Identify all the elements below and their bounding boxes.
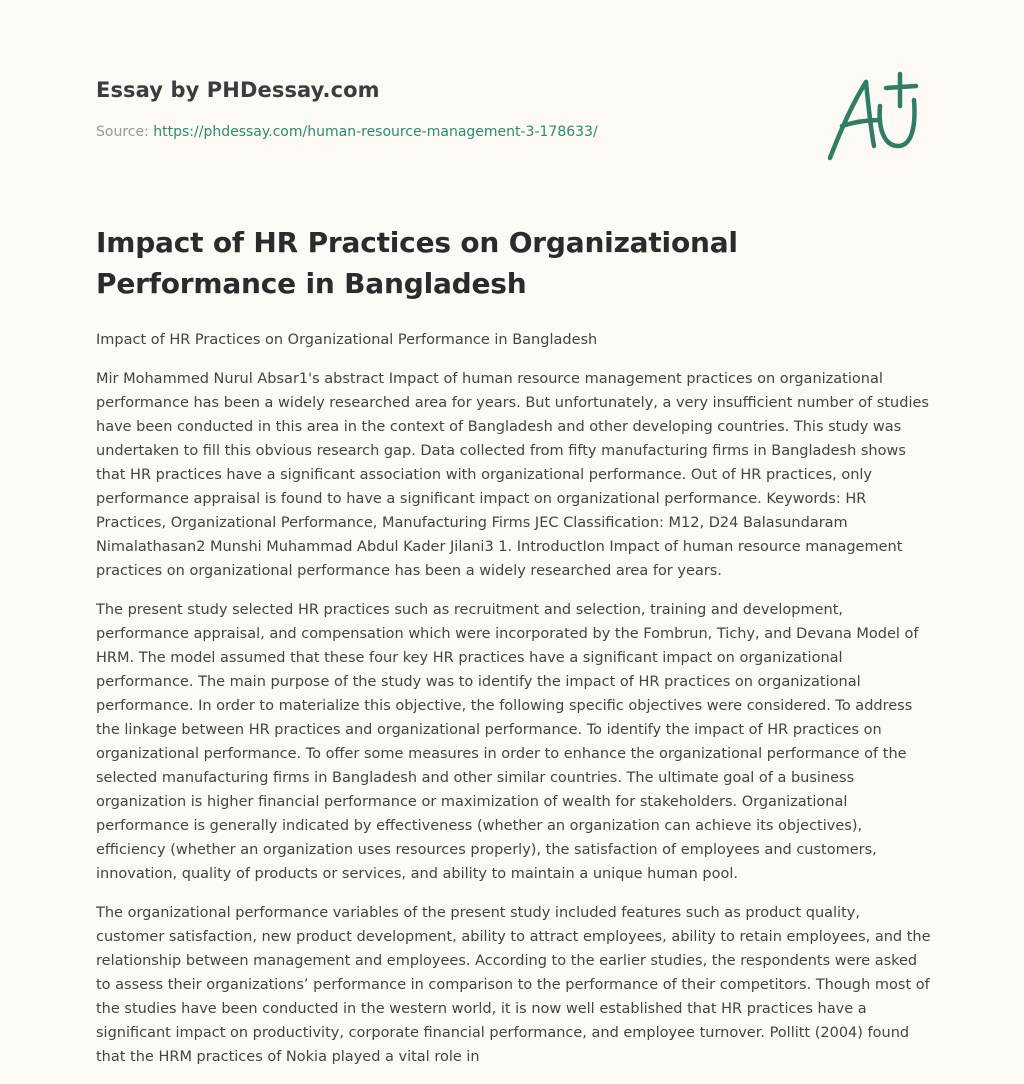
source-label: Source: xyxy=(96,124,154,140)
source-line xyxy=(96,122,796,142)
source-link[interactable]: https://phdessay.com/human-resource-management-3-178633/ xyxy=(153,124,598,140)
article-title: Impact of HR Practices on Organizational Performance in Bangladesh xyxy=(96,226,738,300)
paragraph-variables: The organizational performance variables of the present study included features such as product quality, customer satisfaction, new product development, ability to attract employees, ability to retain employees, and the relationship between management and employees. According to the earlier studies, the respondents were asked to assess their organizations’ performance in comparison to the performance of their competitors. Though most of the studies have been conducted in the western world, it is now well established that HR practices have a significant impact on productivity, corporate financial performance, and employee turnover. Pollitt (2004) found that the HRM practices of Nokia played a vital role in xyxy=(96,905,931,1065)
a-plus-logo-icon xyxy=(818,66,930,166)
essay-header xyxy=(96,76,796,142)
article-subtitle: Impact of HR Practices on Organizational Performance in Bangladesh xyxy=(96,332,598,348)
paragraph-study: The present study selected HR practices such as recruitment and selection, training and development, performance appraisal, and compensation which were incorporated by the Fombrun, Tichy, and Devana Model of HRM. The model assumed that these four key HR practices have a significant impact on organizational performance. The main purpose of the study was to identify the impact of HR practices on organizational performance. In order to materialize this objective, the following specific objectives were considered. To address the linkage between HR practices and organizational performance. To identify the impact of HR practices on organizational performance. To offer some measures in order to enhance the organizational performance of the selected manufacturing firms in Bangladesh and other similar countries. The ultimate goal of a business organization is higher financial performance or maximization of wealth for stakeholders. Organizational performance is generally indicated by effectiveness (whether an organization can achieve its objectives), efficiency (whether an organization uses resources properly), the satisfaction of employees and customers, innovation, quality of products or services, and ability to maintain a unique human pool. xyxy=(96,602,919,882)
paragraph-abstract: Mir Mohammed Nurul Absar1's abstract Impact of human resource management practices on organizational performance has been a widely researched area for years. But unfortunately, a very insufficient number of studies have been conducted in this area in the context of Bangladesh and other developing countries. This study was undertaken to fill this obvious research gap. Data collected from fifty manufacturing firms in Bangladesh shows that HR practices have a significant association with organizational performance. Out of HR practices, only performance appraisal is found to have a significant impact on organizational performance. Keywords: HR Practices, Organizational Performance, Manufacturing Firms JEC Classification: M12, D24 Balasundaram Nimalathasan2 Munshi Muhammad Abdul Kader Jilani3 1. IntroductIon Impact of human resource management practices on organizational performance has been a widely researched area for years. xyxy=(96,371,929,579)
site-brand: Essay by PHDessay.com xyxy=(96,78,380,102)
article xyxy=(96,222,932,1084)
